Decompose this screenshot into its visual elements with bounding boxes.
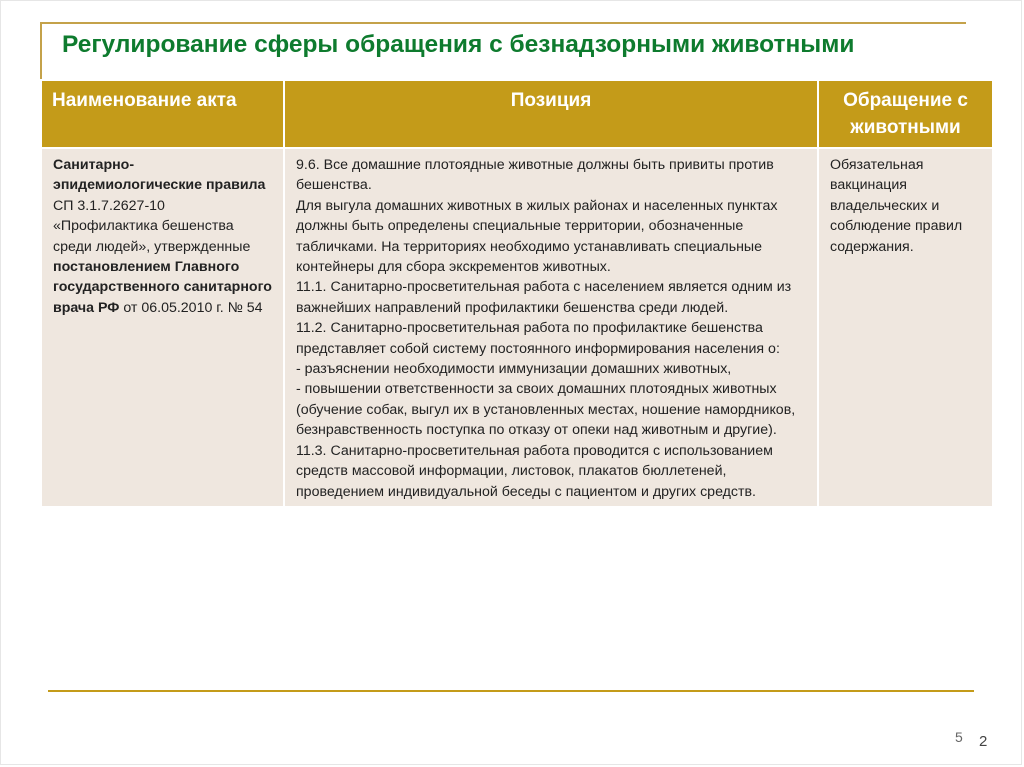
footer-divider	[48, 690, 974, 692]
treatment-text: Обязательная вакцинация владельческих и соблюдение правил содержания.	[830, 157, 963, 255]
table-header-row	[41, 80, 993, 148]
position-item: - повышении ответственности за своих домашних плотоядных животных (обучение собак, выгул их в установленных местах, ношение намордников, безнравственность поступка по отказу от опеки над животным и другие).	[296, 381, 796, 439]
treatment-cell	[818, 148, 993, 507]
header-act-name: Наименование акта	[41, 80, 284, 148]
header-position: Позиция	[284, 80, 818, 148]
position-cell	[284, 148, 818, 507]
header-treatment: Обращение с животными	[818, 80, 993, 148]
regulation-table	[40, 79, 994, 508]
act-title: СП 3.1.7.2627-10 «Профилактика бешенства среди людей», утвержденные	[53, 197, 251, 255]
act-type: Санитарно-эпидемиологические правила	[53, 157, 266, 194]
act-name-cell	[41, 148, 284, 507]
position-item: 11.2. Санитарно-просветительная работа по профилактике бешенства представляет собой систему постоянного информирования населения о:	[296, 320, 780, 357]
position-item: 9.6. Все домашние плотоядные животные должны быть привиты против бешенства.	[296, 157, 774, 194]
page-number: 2	[979, 733, 988, 750]
act-issuer: постановлением Главного государственного санитарного врача РФ	[53, 259, 272, 316]
slide-title: Регулирование сферы обращения с безнадзорными животными	[62, 31, 855, 58]
position-item: 11.1. Санитарно-просветительная работа с населением является одним из важнейших направлений профилактики бешенства среди людей.	[296, 279, 792, 316]
slide-number: 5	[955, 729, 963, 745]
position-item: - разъяснении необходимости иммунизации домашних животных,	[296, 361, 732, 378]
table-row	[41, 148, 993, 507]
act-date: от 06.05.2010 г. № 54	[119, 299, 263, 316]
position-item: 11.3. Санитарно-просветительная работа проводится с использованием средств массовой информации, листовок, плакатов бюллетеней, проведением индивидуальной беседы с пациентом и других средств.	[296, 442, 773, 500]
position-item: Для выгула домашних животных в жилых районах и населенных пунктах должны быть определены специальные территории, обозначенные табличками. На территориях необходимо устанавливать специальные контейнеры для сбора экскрементов животных.	[296, 197, 778, 276]
